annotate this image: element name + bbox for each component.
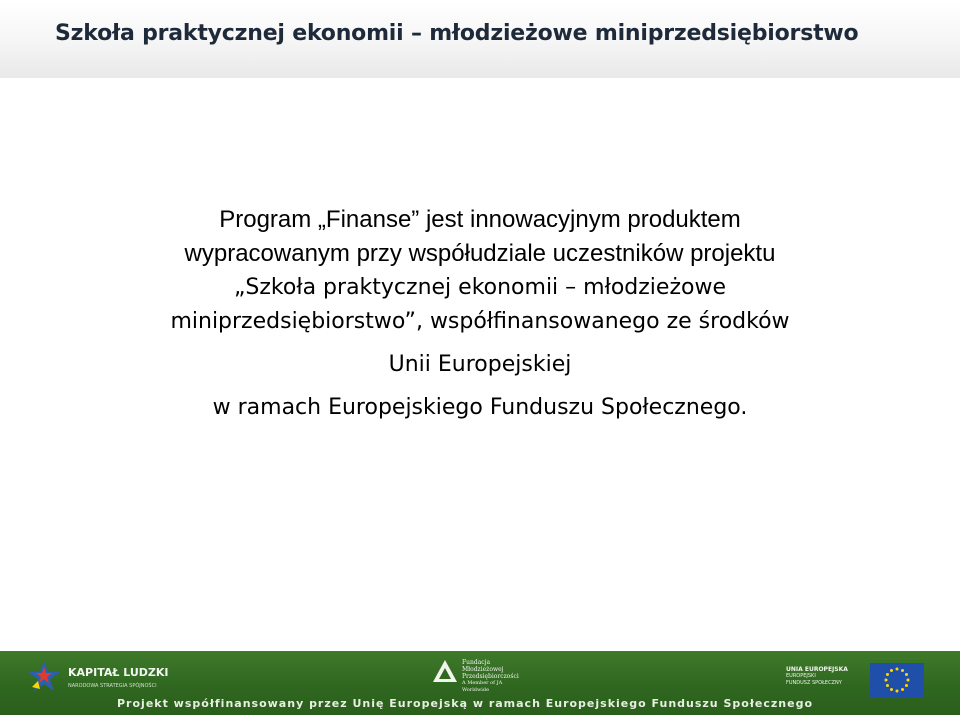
eu-flag-icon <box>870 663 924 697</box>
kapital-ludzki-logo-icon <box>26 659 62 695</box>
footer-bar <box>0 651 960 715</box>
foundation-line: A Member of JA Worldwide <box>462 680 503 693</box>
eu-line: FUNDUSZ SPOŁECZNY <box>786 680 842 686</box>
text-line-1: Program „Finanse” jest innowacyjnym produktem <box>219 206 741 233</box>
foundation-line: Fundacja <box>462 659 491 666</box>
header-bar <box>0 0 960 78</box>
foundation-logo-icon <box>432 659 458 683</box>
eu-line: UNIA EUROPEJSKA <box>786 666 848 673</box>
text-line-3: „Szkoła praktycznej ekonomii – młodzieżowe <box>234 275 726 300</box>
foundation-line: Młodzieżowej <box>462 666 504 673</box>
kapital-ludzki-sub: NARODOWA STRATEGIA SPÓJNOŚCI <box>68 683 157 689</box>
main-text <box>30 203 930 425</box>
eu-line: EUROPEJSKI <box>786 673 816 679</box>
page-title: Szkoła praktycznej ekonomii – młodzieżowe miniprzedsiębiorstwo <box>55 21 859 46</box>
foundation-line: Przedsiębiorczości <box>462 673 519 680</box>
eu-text <box>786 666 866 687</box>
text-line-2: wypracowanym przy współudziale uczestników projektu <box>184 240 776 267</box>
project-funding-line: Projekt współfinansowany przez Unię Europejską w ramach Europejskiego Funduszu Społecznego <box>117 697 814 710</box>
text-line-4: miniprzedsiębiorstwo”, współfinansowanego ze środków <box>170 309 790 334</box>
text-line-5: Unii Europejskiej <box>388 352 572 377</box>
foundation-text <box>462 659 522 694</box>
kapital-ludzki-label: KAPITAŁ LUDZKI <box>68 666 169 679</box>
text-line-6: w ramach Europejskiego Funduszu Społecznego. <box>212 395 748 420</box>
